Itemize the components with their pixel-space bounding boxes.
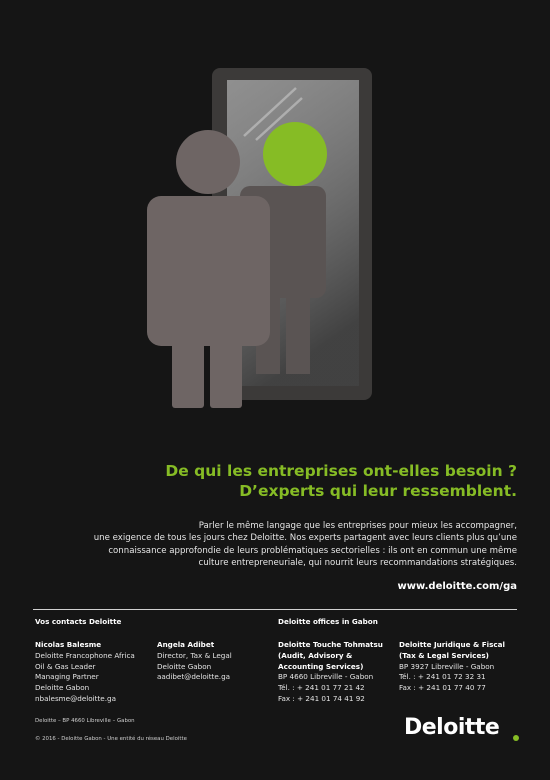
contact-line: Deloitte Francophone Africa [35, 650, 135, 660]
contact-line: Director, Tax & Legal [157, 650, 232, 660]
contacts-heading: Vos contacts Deloitte [35, 617, 122, 626]
contacts-heading-col [35, 617, 121, 640]
office-name: Deloitte Juridique & Fiscal [399, 640, 505, 649]
office-line: BP 3927 Libreville - Gabon [399, 661, 495, 671]
offices-heading: Deloitte offices in Gabon [278, 617, 378, 626]
divider [33, 609, 517, 610]
office-line: Fax : + 241 01 77 40 77 [399, 683, 486, 693]
website-link[interactable]: www.deloitte.com/ga [397, 581, 517, 592]
office-line: Fax : + 241 01 74 41 92 [278, 693, 365, 703]
office-line: BP 4660 Libreville - Gabon [278, 672, 374, 682]
contact-email[interactable]: nbalesme@deloitte.ga [35, 693, 116, 703]
office-name: (Audit, Advisory & [278, 650, 353, 660]
office-card [278, 640, 383, 705]
contact-name: Angela Adibet [157, 640, 215, 649]
contact-line: Oil & Gas Leader [35, 661, 96, 671]
deloitte-logo: Deloitte [404, 715, 500, 740]
contact-line: Deloitte Gabon [157, 661, 212, 671]
headline-line: D’experts qui leur ressemblent. [239, 482, 517, 500]
reflection-head-green [263, 122, 327, 186]
office-line: Tél. : + 241 01 72 32 31 [399, 672, 486, 682]
footer-address: Deloitte – BP 4660 Libreville – Gabon [35, 718, 135, 724]
contact-email[interactable]: aadibet@deloitte.ga [157, 672, 231, 682]
body-line: connaissance approfondie de leurs problématiques sectorielles : ils ont en commun une même [108, 545, 517, 556]
headline-line: De qui les entreprises ont-elles besoin ? [165, 462, 517, 480]
office-line: Tél. : + 241 01 77 21 42 [278, 683, 365, 693]
body-line: une exigence de tous les jours chez Deloitte. Nos experts partagent avec leurs clients plus qu’une [93, 533, 517, 544]
logo-green-dot [513, 735, 519, 741]
contact-card [35, 640, 135, 705]
contact-card [157, 640, 232, 683]
office-name: Accounting Services) [278, 661, 364, 671]
offices-heading-col [278, 617, 378, 640]
footer-copyright: © 2016 - Deloitte Gabon - Une entité du réseau Deloitte [35, 736, 187, 742]
office-name: (Tax & Legal Services) [399, 650, 489, 660]
body-paragraph [77, 520, 517, 569]
headline [165, 461, 517, 501]
contact-line: Deloitte Gabon [35, 683, 90, 693]
office-name: Deloitte Touche Tohmatsu [278, 640, 383, 649]
contact-name: Nicolas Balesme [35, 640, 102, 649]
body-line: Parler le même langage que les entreprises pour mieux les accompagner, [198, 521, 517, 531]
body-line: culture entrepreneuriale, qui nourrit leurs recommandations stratégiques. [198, 557, 517, 568]
contact-line: Managing Partner [35, 672, 99, 682]
office-card [399, 640, 505, 694]
